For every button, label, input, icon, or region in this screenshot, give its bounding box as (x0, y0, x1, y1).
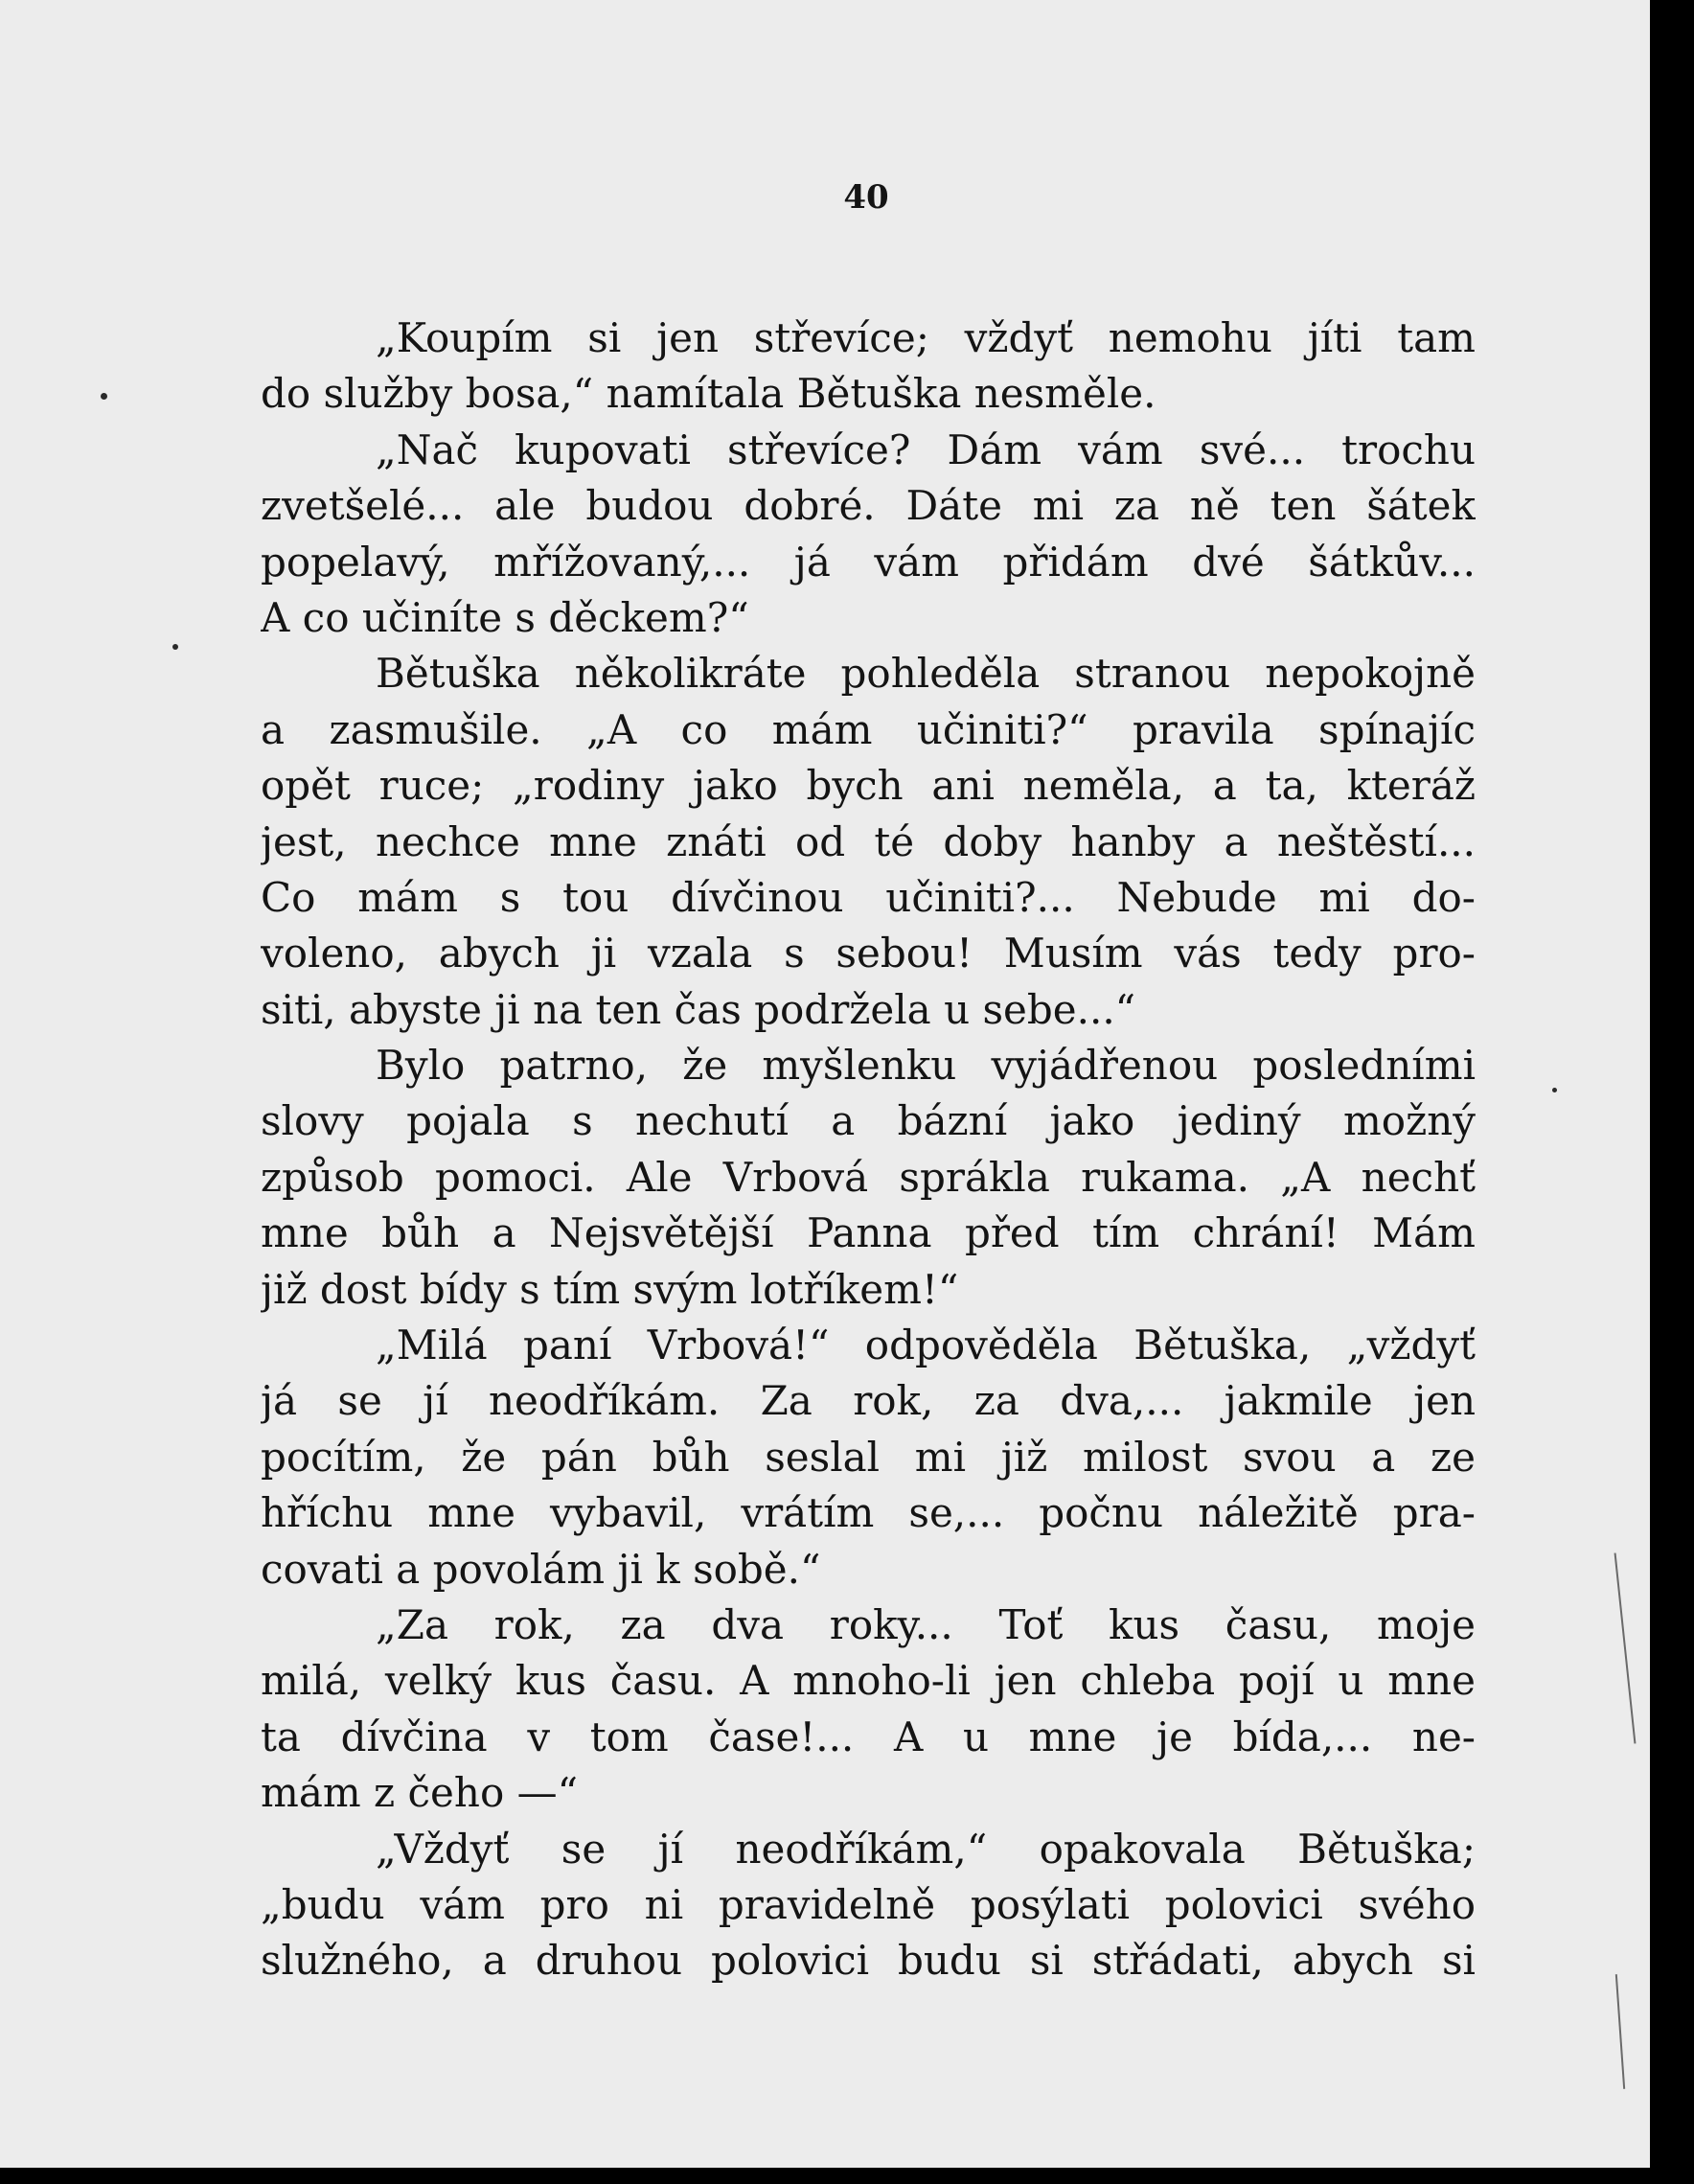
body-text (261, 310, 1476, 1989)
text-line: „Vždyť se jí neodříkám,“ opakovala Bětuška; (376, 1825, 1476, 1873)
scan-border-bottom (0, 2168, 1694, 2184)
text-line: covati a povolám ji k sobě.“ (261, 1545, 821, 1593)
page-number: 40 (843, 178, 889, 217)
text-line: já se jí neodříkám. Za rok, za dva,... jakmile jen (261, 1377, 1476, 1425)
text-line: do služby bosa,“ namítala Bětuška nesměle. (261, 370, 1156, 418)
text-line: mám z čeho —“ (261, 1769, 579, 1817)
text-line: Bylo patrno, že myšlenku vyjádřenou posledními (376, 1042, 1476, 1090)
text-line: milá, velký kus času. A mnoho-li jen chleba pojí u mne (261, 1657, 1476, 1705)
text-line: zvetšelé... ale budou dobré. Dáte mi za ně ten šátek (261, 482, 1476, 530)
text-line: siti, abyste ji na ten čas podržela u sebe...“ (261, 985, 1136, 1033)
scan-crease (1615, 1974, 1625, 2089)
text-line: popelavý, mřížovaný,... já vám přidám dvé šátkův... (261, 538, 1476, 586)
text-line: „Nač kupovati střevíce? Dám vám své... trochu (376, 425, 1476, 473)
text-line: a zasmušile. „A co mám učiniti?“ pravila spínajíc (261, 705, 1476, 753)
text-line: A co učiníte s děckem?“ (261, 593, 749, 641)
text-line: slovy pojala s nechutí a bázní jako jediný možný (261, 1097, 1476, 1145)
text-line: mne bůh a Nejsvětější Panna před tím chrání! Mám (261, 1209, 1476, 1257)
text-line: Co mám s tou dívčinou učiniti?... Nebude mi do- (261, 873, 1476, 921)
scan-crease (1614, 1552, 1637, 1743)
scan-border-right (1650, 0, 1694, 2184)
text-line: služného, a druhou polovici budu si střádati, abych si (261, 1937, 1476, 1985)
text-line: Bětuška několikráte pohleděla stranou nepokojně (376, 650, 1476, 698)
text-line: způsob pomoci. Ale Vrbová sprákla rukama. „A nechť (261, 1153, 1476, 1201)
scan-speck (101, 393, 107, 400)
text-line: pocítím, že pán bůh seslal mi již milost svou a ze (261, 1433, 1476, 1481)
text-line: „Koupím si jen střevíce; vždyť nemohu jíti tam (376, 314, 1476, 361)
text-line: „Za rok, za dva roky... Toť kus času, moje (376, 1600, 1476, 1648)
text-line: již dost bídy s tím svým lotříkem!“ (261, 1265, 959, 1313)
text-line: voleno, abych ji vzala s sebou! Musím vás tedy pro- (261, 930, 1476, 977)
text-line: hříchu mne vybavil, vrátím se,... počnu náležitě pra- (261, 1489, 1476, 1537)
text-line: opět ruce; „rodiny jako bych ani neměla, a ta, kteráž (261, 762, 1476, 810)
scan-speck (1552, 1088, 1557, 1092)
text-line: ta dívčina v tom čase!... A u mne je bída,... ne- (261, 1713, 1476, 1760)
text-line: „budu vám pro ni pravidelně posýlati polovici svého (261, 1880, 1476, 1928)
text-line: jest, nechce mne znáti od té doby hanby a neštěstí... (261, 817, 1476, 865)
scan-speck (172, 644, 178, 650)
text-line: „Milá paní Vrbová!“ odpověděla Bětuška, „vždyť (376, 1322, 1476, 1369)
